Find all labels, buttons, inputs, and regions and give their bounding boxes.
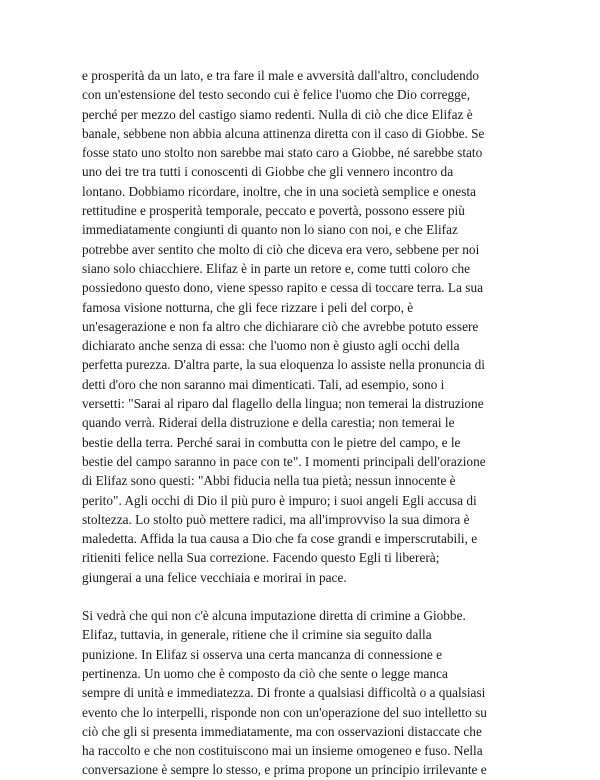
text-line: famosa visione notturna, che gli fece rizzare i peli del corpo, è xyxy=(82,299,414,315)
text-line: di Elifaz sono questi: "Abbi fiducia nella tua pietà; nessun innocente è xyxy=(82,473,456,489)
text-line: quando verrà. Riderai della distruzione e della carestia; non temerai le xyxy=(82,415,455,431)
text-line: giungerai a una felice vecchiaia e morirai in pace. xyxy=(82,569,347,585)
paragraph-2 xyxy=(82,606,526,780)
text-line: con un'estensione del testo secondo cui è felice l'uomo che Dio corregge, xyxy=(82,87,471,103)
text-line: evento che lo interpelli, risponde non con un'operazione del suo intelletto su xyxy=(82,704,487,720)
text-line: stoltezza. Lo stolto può mettere radici, ma all'improvviso la sua dimora è xyxy=(82,511,470,527)
text-line: Si vedrà che qui non c'è alcuna imputazione diretta di crimine a Giobbe. xyxy=(82,608,466,624)
text-line: banale, sebbene non abbia alcuna attinenza diretta con il caso di Giobbe. Se xyxy=(82,125,485,141)
text-line: conversazione è sempre lo stesso, e prima propone un principio irrilevante e xyxy=(82,762,487,778)
text-line: Elifaz, tuttavia, in generale, ritiene che il crimine sia seguito dalla xyxy=(82,627,432,643)
text-line: possiedono questo dono, viene spesso rapito e cessa di toccare terra. La sua xyxy=(82,280,483,296)
text-line: detti d'oro che non saranno mai dimenticati. Tali, ad esempio, sono i xyxy=(82,376,445,392)
text-line: pertinenza. Un uomo che è composto da ciò che sente o legge manca xyxy=(82,665,448,681)
text-line: rettitudine e prosperità temporale, peccato e povertà, possono essere più xyxy=(82,203,465,219)
text-line: immediatamente congiunti di quanto non lo siano con noi, e che Elifaz xyxy=(82,222,458,238)
text-line: dichiarato anche senza di essa: che l'uomo non è giusto agli occhi della xyxy=(82,338,460,354)
text-line: bestie del campo saranno in pace con te". I momenti principali dell'orazione xyxy=(82,453,486,469)
text-line: perito". Agli occhi di Dio il più puro è impuro; i suoi angeli Egli accusa di xyxy=(82,492,477,508)
text-line: maledetta. Affida la tua causa a Dio che fa cose grandi e imperscrutabili, e xyxy=(82,531,478,547)
body-text xyxy=(82,66,526,780)
text-line: sempre di unità e immediatezza. Di fronte a qualsiasi difficoltà o a qualsiasi xyxy=(82,685,486,701)
text-line: fosse stato uno stolto non sarebbe mai stato caro a Giobbe, né sarebbe stato xyxy=(82,145,483,161)
text-line: ciò che gli si presenta immediatamente, ma con osservazioni distaccate che xyxy=(82,723,482,739)
text-line: e prosperità da un lato, e tra fare il male e avversità dall'altro, concludendo xyxy=(82,68,480,83)
text-line: lontano. Dobbiamo ricordare, inoltre, che in una società semplice e onesta xyxy=(82,183,476,199)
text-line: versetti: "Sarai al riparo dal flagello della lingua; non temerai la distruzione xyxy=(82,396,484,412)
text-line: un'esagerazione e non fa altro che dichiarare ciò che avrebbe potuto essere xyxy=(82,318,479,334)
text-line: uno dei tre tra tutti i conoscenti di Giobbe che gli vennero incontro da xyxy=(82,164,454,180)
text-line: perfetta purezza. D'altra parte, la sua eloquenza lo assiste nella pronuncia di xyxy=(82,357,485,373)
paragraph-1 xyxy=(82,66,526,587)
text-line: bestie della terra. Perché sarai in combutta con le pietre del campo, e le xyxy=(82,434,461,450)
text-line: siano solo chiacchiere. Elifaz è in parte un retore e, come tutti coloro che xyxy=(82,260,471,276)
text-line: ha raccolto e che non costituiscono mai un insieme omogeneo e fuso. Nella xyxy=(82,743,483,759)
text-line: potrebbe aver sentito che molto di ciò che diceva era vero, sebbene per noi xyxy=(82,241,480,257)
text-line: punizione. In Elifaz si osserva una certa mancanza di connessione e xyxy=(82,646,442,662)
text-line: ritieniti felice nella Sua correzione. Facendo questo Egli ti libererà; xyxy=(82,550,440,566)
text-line: perché per mezzo del castigo siamo redenti. Nulla di ciò che dice Elifaz è xyxy=(82,106,473,122)
